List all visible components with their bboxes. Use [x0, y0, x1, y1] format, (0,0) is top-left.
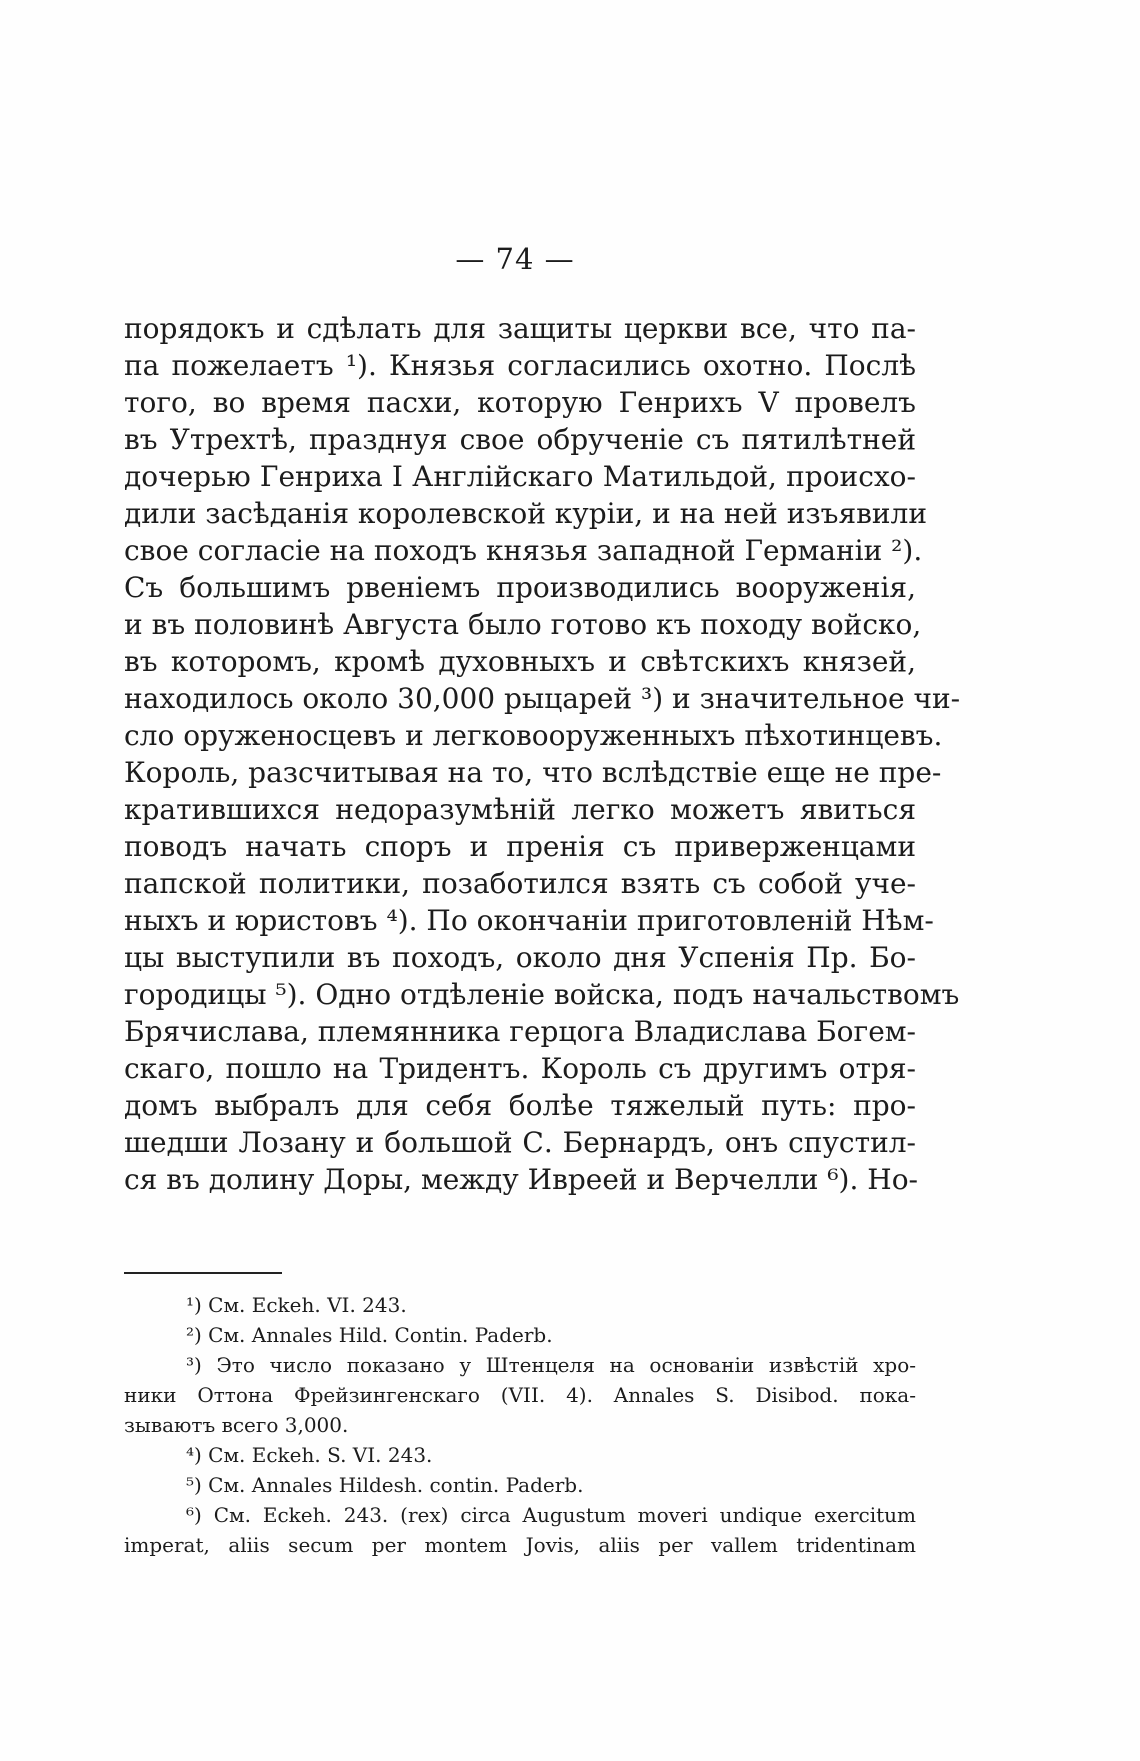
footnote-6: ⁶) См. Eckeh. 243. (rex) circa Augustum moveri undique exercitum	[186, 1503, 916, 1527]
footnote-3: ³) Это число показано у Штенцеля на основаніи извѣстій хро-	[186, 1353, 916, 1377]
text-line: и въ половинѣ Августа было готово къ походу войско,	[124, 608, 922, 641]
text-line: городицы ⁵). Одно отдѣленіе войска, подъ начальствомъ	[124, 978, 960, 1011]
text-line: того, во время пасхи, которую Генрихъ V провелъ	[124, 386, 916, 419]
text-line: поводъ начать споръ и пренія съ приверженцами	[124, 830, 916, 863]
text-line: сло оруженосцевъ и легковооруженныхъ пѣхотинцевъ.	[124, 719, 943, 752]
text-line: порядокъ и сдѣлать для защиты церкви все, что па-	[124, 312, 916, 345]
text-line: находилось около 30,000 рыцарей ³) и значительное чи-	[124, 682, 961, 715]
text-line: Брячислава, племянника герцога Владислава Богем-	[124, 1015, 916, 1048]
footnote-3-cont: ники Оттона Фрейзингенскаго (VII. 4). Annales S. Disibod. пока-	[124, 1383, 916, 1407]
text-line: въ Утрехтѣ, празднуя свое обрученіе съ пятилѣтней	[124, 423, 916, 456]
page-number: — 74 —	[455, 242, 575, 276]
text-line: домъ выбралъ для себя болѣе тяжелый путь: про-	[124, 1089, 916, 1122]
text-line: па пожелаетъ ¹). Князья согласились охотно. Послѣ	[124, 349, 916, 382]
text-line: Король, разсчитывая на то, что вслѣдствіе еще не пре-	[124, 756, 942, 789]
footnote-separator	[124, 1272, 282, 1274]
main-text-block	[124, 310, 961, 1198]
text-line: дочерью Генриха I Англійскаго Матильдой, происхо-	[124, 460, 916, 493]
text-line: папской политики, позаботился взять съ собой уче-	[124, 867, 916, 900]
footnote-3-end: зываютъ всего 3,000.	[124, 1413, 349, 1437]
text-line: скаго, пошло на Тридентъ. Король съ другимъ отря-	[124, 1052, 916, 1085]
text-line: Съ большимъ рвеніемъ производились вооруженія,	[124, 571, 916, 604]
text-line: ся въ долину Доры, между Ивреей и Верчелли ⁶). Но-	[124, 1163, 919, 1196]
text-line: дили засѣданія королевской куріи, и на ней изъявили	[124, 497, 927, 530]
footnote-1: ¹) См. Eckeh. VI. 243.	[186, 1293, 407, 1317]
footnote-4: ⁴) См. Eckeh. S. VI. 243.	[186, 1443, 433, 1467]
text-line: ныхъ и юристовъ ⁴). По окончаніи приготовленій Нѣм-	[124, 904, 934, 937]
footnote-5: ⁵) См. Annales Hildesh. contin. Paderb.	[186, 1473, 584, 1497]
text-line: свое согласіе на походъ князья западной Германіи ²).	[124, 534, 923, 567]
text-line: шедши Лозану и большой С. Бернардъ, онъ спустил-	[124, 1126, 916, 1159]
text-line: цы выступили въ походъ, около дня Успенія Пр. Бо-	[124, 941, 916, 974]
text-line: въ которомъ, кромѣ духовныхъ и свѣтскихъ князей,	[124, 645, 916, 678]
text-line: кратившихся недоразумѣній легко можетъ явиться	[124, 793, 916, 826]
footnotes-block	[124, 1290, 916, 1560]
footnote-6-cont: imperat, aliis secum per montem Jovis, aliis per vallem tridentinam	[124, 1533, 916, 1557]
footnote-2: ²) См. Annales Hild. Contin. Paderb.	[186, 1323, 553, 1347]
